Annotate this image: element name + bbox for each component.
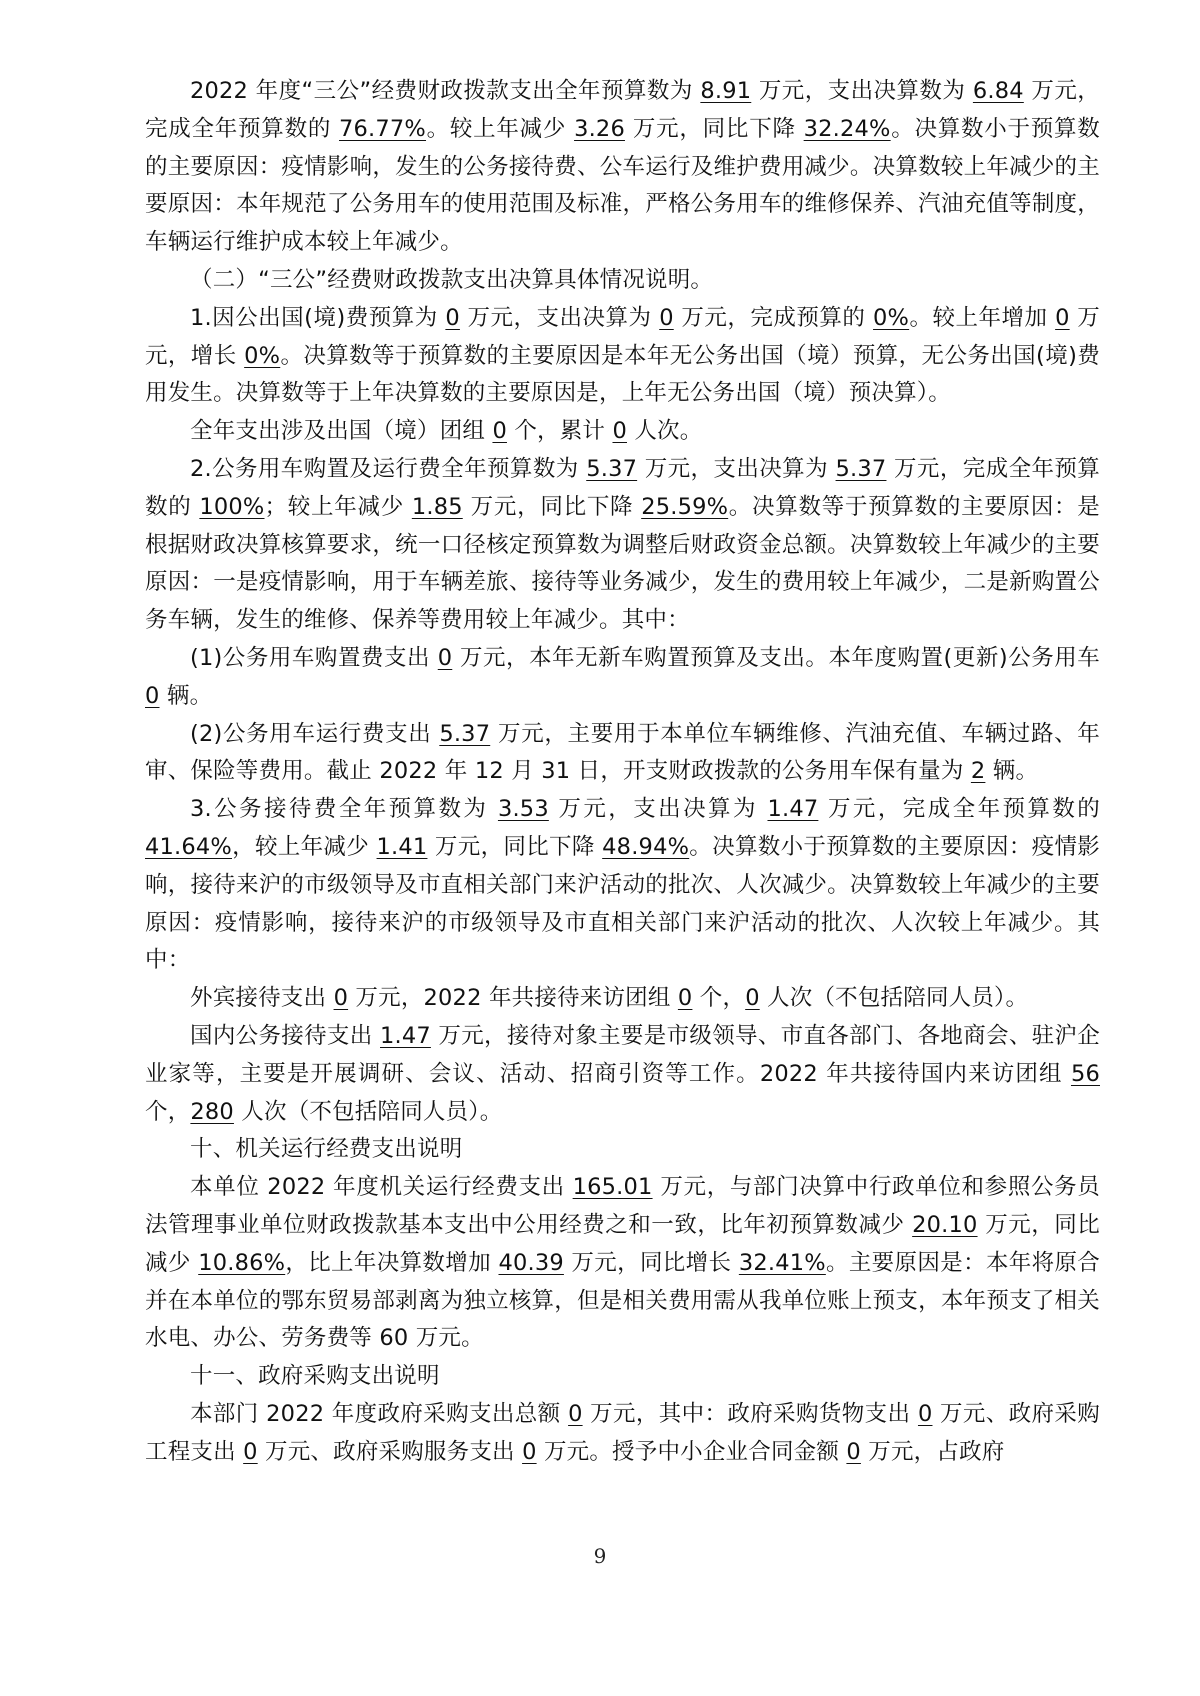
- underlined-figure: 0: [437, 644, 453, 671]
- text-run: 万元，增长: [145, 304, 1100, 369]
- text-run: 万元，其中：政府采购货物支出: [582, 1400, 918, 1427]
- underlined-figure: 1.47: [380, 1022, 431, 1049]
- paragraph: [145, 1358, 1100, 1396]
- text-run: 万元，主要用于本单位车辆维修、汽油充值、车辆过路、年审、保险等费用。截止 2022 年 12 月 31 日，开支财政拨款的公务用车保有量为: [145, 720, 1101, 785]
- text-run: 万元，接待对象主要是市级领导、市直各部门、各地商会、驻沪企业家等，主要是开展调研、会议、活动、招商引资等工作。2022 年共接待国内来访团组: [145, 1022, 1100, 1087]
- underlined-figure: 25.59%: [641, 493, 729, 520]
- text-run: 。主要原因是：本年将原合并在本单位的鄂东贸易部剥离为独立核算，但是相关费用需从我单位账上预支，本年预支了相关水电、办公、劳务费等 60 万元。: [145, 1249, 1101, 1352]
- underlined-figure: 32.41%: [738, 1249, 826, 1276]
- underlined-figure: 0: [917, 1400, 933, 1427]
- underlined-figure: 56: [1070, 1060, 1100, 1087]
- text-run: 。决算数等于预算数的主要原因是本年无公务出国（境）预算，无公务出国(境)费用发生。决算数等于上年决算数的主要原因是，上年无公务出国（境）预决算）。: [145, 342, 1100, 407]
- underlined-figure: 32.24%: [803, 115, 891, 142]
- text-run: 。决算数小于预算数的主要原因：疫情影响，接待来沪的市级领导及市直相关部门来沪活动的批次、人次减少。决算数较上年减少的主要原因：疫情影响，接待来沪的市级领导及市直相关部门来沪活动的批次、人次较上年减少。其中：: [145, 833, 1100, 974]
- underlined-figure: 48.94%: [602, 833, 690, 860]
- underlined-figure: 0%: [873, 304, 910, 331]
- text-run: 万元，同比下降: [427, 833, 603, 860]
- underlined-figure: 5.37: [835, 455, 887, 482]
- paragraph: [145, 1018, 1100, 1131]
- paragraph: [145, 640, 1100, 716]
- text-run: ；较上年减少: [264, 493, 412, 520]
- text-run: 个，: [145, 1098, 191, 1125]
- underlined-figure: 2: [970, 758, 986, 785]
- underlined-figure: 0: [522, 1438, 537, 1465]
- underlined-figure: 0: [677, 985, 693, 1012]
- text-run: (2)公务用车运行费支出: [190, 720, 440, 747]
- text-run: 万元，完成预算的: [673, 304, 874, 331]
- text-run: 万元，完成全年预算数的: [145, 455, 1101, 520]
- underlined-figure: 1.85: [411, 493, 463, 520]
- document-body: [145, 73, 1100, 1471]
- text-run: 人次（不包括陪同人员）。: [759, 985, 1029, 1012]
- text-run: 十一、政府采购支出说明: [190, 1363, 440, 1390]
- underlined-figure: 0: [659, 304, 674, 331]
- underlined-figure: 0: [243, 1438, 258, 1465]
- text-run: 。较上年减少: [426, 115, 575, 142]
- text-run: 万元，支出决算为: [459, 304, 660, 331]
- text-run: 本部门 2022 年度政府采购支出总额: [190, 1400, 569, 1427]
- paragraph: [145, 262, 1100, 300]
- underlined-figure: 1.41: [376, 833, 428, 860]
- underlined-figure: 6.84: [972, 78, 1024, 104]
- paragraph: [145, 73, 1100, 262]
- underlined-figure: 280: [190, 1098, 234, 1125]
- underlined-figure: 40.39: [498, 1249, 564, 1276]
- underlined-figure: 0: [445, 304, 460, 331]
- underlined-figure: 0: [333, 985, 349, 1012]
- text-run: 个，累计: [506, 418, 613, 445]
- text-run: 辆。: [985, 758, 1039, 785]
- text-run: 。决算数等于预算数的主要原因：是根据财政决算核算要求，统一口径核定预算数为调整后财政资金总额。决算数较上年减少的主要原因：一是疫情影响，用于车辆差旅、接待等业务减少，发生的费用较上年减少，二是新购置公务车辆，发生的维修、保养等费用较上年减少。其中：: [145, 493, 1100, 634]
- underlined-figure: 0%: [244, 342, 281, 369]
- underlined-figure: 8.91: [700, 78, 752, 104]
- underlined-figure: 41.64%: [145, 833, 232, 860]
- paragraph: [145, 980, 1100, 1018]
- paragraph: [145, 791, 1100, 980]
- paragraph: [145, 413, 1100, 451]
- text-run: 万元，支出决算为: [637, 455, 836, 482]
- underlined-figure: 100%: [199, 493, 265, 520]
- text-run: ，较上年减少: [232, 833, 377, 860]
- text-run: 万元，占政府: [860, 1438, 1005, 1465]
- text-run: 2.公务用车购置及运行费全年预算数为: [190, 455, 587, 482]
- underlined-figure: 165.01: [572, 1174, 653, 1201]
- underlined-figure: 76.77%: [339, 115, 427, 142]
- paragraph: [145, 716, 1100, 792]
- underlined-figure: 0: [1055, 304, 1070, 331]
- text-run: 十、机关运行经费支出说明: [190, 1136, 463, 1163]
- text-run: 万元，与部门决算中行政单位和参照公务员法管理事业单位财政拨款基本支出中公用经费之和一致，比年初预算数减少: [145, 1174, 1101, 1238]
- underlined-figure: 0: [145, 682, 160, 709]
- text-run: 1.因公出国(境)费预算为: [190, 304, 446, 331]
- paragraph: [145, 1396, 1100, 1472]
- text-run: 万元，支出决算数为: [751, 78, 973, 104]
- text-run: ，比上年决算数增加: [285, 1249, 499, 1276]
- paragraph: [145, 1169, 1100, 1358]
- underlined-figure: 5.37: [586, 455, 638, 482]
- underlined-figure: 0: [745, 985, 760, 1012]
- underlined-figure: 5.37: [439, 720, 491, 747]
- text-run: 万元，本年无新车购置预算及支出。本年度购置(更新)公务用车: [452, 644, 1101, 671]
- paragraph: [145, 451, 1100, 640]
- text-run: 全年支出涉及出国（境）团组: [190, 418, 493, 445]
- text-run: 万元。授予中小企业合同金额: [536, 1438, 847, 1465]
- underlined-figure: 0: [568, 1400, 583, 1427]
- text-run: 。决算数小于预算数的主要原因：疫情影响，发生的公务接待费、公车运行及维护费用减少。决算数较上年减少的主要原因：本年规范了公务用车的使用范围及标准，严格公务用车的维修保养、汽油充值等制度，车辆运行维护成本较上年减少。: [145, 115, 1100, 256]
- text-run: 万元，完成全年预算数的: [818, 796, 1100, 823]
- text-run: 万元，2022 年共接待来访团组: [348, 985, 678, 1012]
- underlined-figure: 1.47: [767, 796, 819, 823]
- text-run: 外宾接待支出: [190, 985, 334, 1012]
- text-run: 万元、政府采购服务支出: [257, 1438, 523, 1465]
- paragraph: [145, 300, 1100, 413]
- underlined-figure: 10.86%: [198, 1249, 286, 1276]
- text-run: 辆。: [159, 682, 213, 709]
- underlined-figure: 0: [492, 418, 507, 445]
- text-run: 万元，同比下降: [624, 115, 804, 142]
- underlined-figure: 0: [612, 418, 627, 445]
- underlined-figure: 3.26: [574, 115, 625, 142]
- text-run: 万元，完成全年预算数的: [145, 78, 1100, 142]
- text-run: 。较上年增加: [909, 304, 1056, 331]
- text-run: 国内公务接待支出: [190, 1022, 381, 1049]
- paragraph: [145, 1131, 1100, 1169]
- text-run: （二）“三公”经费财政拨款支出决算具体情况说明。: [190, 266, 714, 293]
- text-run: 万元、政府采购工程支出: [145, 1400, 1100, 1465]
- text-run: 3.公务接待费全年预算数为: [190, 796, 498, 823]
- underlined-figure: 0: [846, 1438, 861, 1465]
- text-run: 人次（不包括陪同人员）。: [233, 1098, 503, 1125]
- underlined-figure: 20.10: [912, 1211, 978, 1238]
- text-run: 2022 年度“三公”经费财政拨款支出全年预算数为: [190, 78, 701, 104]
- text-run: 万元，同比下降: [462, 493, 642, 520]
- page-number: 9: [593, 1544, 607, 1568]
- text-run: 个，: [692, 985, 746, 1012]
- text-run: 万元，同比增长: [563, 1249, 739, 1276]
- text-run: (1)公务用车购置费支出: [190, 644, 438, 671]
- text-run: 万元，支出决算为: [548, 796, 768, 823]
- underlined-figure: 3.53: [497, 796, 549, 823]
- text-run: 本单位 2022 年度机关运行经费支出: [190, 1174, 573, 1201]
- text-run: 万元，同比减少: [145, 1211, 1100, 1276]
- text-run: 人次。: [627, 418, 703, 445]
